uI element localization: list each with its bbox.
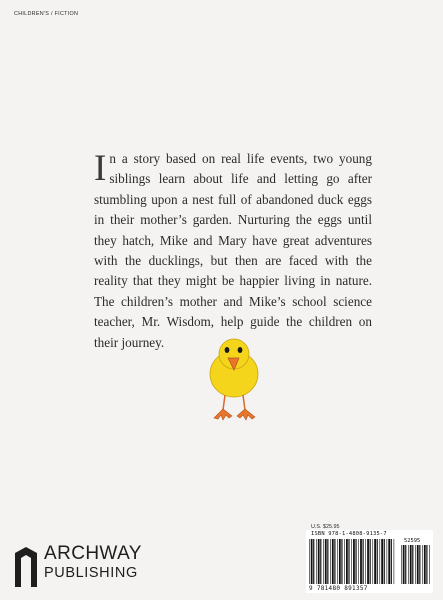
publisher-name-line2: PUBLISHING: [44, 565, 138, 581]
category-label: CHILDREN'S / FICTION: [14, 11, 79, 17]
barcode-bar: [316, 539, 317, 584]
ean-number: 9 781480 891357: [309, 585, 368, 592]
barcode-bar: [311, 539, 313, 584]
barcode-bar: [374, 539, 376, 584]
duckling-foot-left: [214, 409, 232, 420]
barcode-bar: [429, 545, 430, 584]
barcode-bar: [348, 539, 349, 584]
barcode-bar: [367, 539, 369, 584]
barcode-bar: [410, 545, 412, 584]
drop-cap: I: [94, 148, 107, 189]
barcode-bar: [346, 539, 348, 584]
publisher-name: [44, 543, 142, 582]
blurb-text: n a story based on real life events, two young siblings learn about life and letting go after stumbling upon a nest full of abandoned duck eggs in their mother’s garden. Nurturing the eggs until they hatch, Mike and Mary have great adventures with the ducklings, but then are faced with the reality that they might be happier living in nature. The children’s mother and Mike’s school science teacher, Mr. Wisdom, help guide the children on their journey.: [94, 151, 372, 350]
barcode-bar: [358, 539, 359, 584]
barcode-bar: [318, 539, 320, 584]
barcode-bar: [394, 539, 395, 584]
barcode-bar: [419, 545, 420, 584]
duckling-leg-left: [223, 395, 225, 410]
barcode-bar: [372, 539, 373, 584]
barcode-bar: [327, 539, 328, 584]
duckling-eye-left: [225, 347, 230, 353]
barcode-bar: [323, 539, 324, 584]
barcode-bar: [417, 545, 419, 584]
isbn-label: ISBN 978-1-4808-9135-7: [311, 531, 387, 537]
barcode-bar: [351, 539, 352, 584]
barcode-bar: [405, 545, 406, 584]
barcode-bar: [363, 539, 364, 584]
barcode-bar: [401, 545, 402, 584]
barcode-bar: [387, 539, 388, 584]
barcode-bar: [365, 539, 366, 584]
duckling-foot-right: [237, 409, 255, 420]
barcode-addon-text: 52595: [404, 538, 421, 544]
barcode-bar: [353, 539, 355, 584]
duckling-illustration: [206, 337, 262, 423]
barcode-bar: [309, 539, 310, 584]
barcode-bar: [412, 545, 413, 584]
book-blurb: [94, 149, 372, 353]
barcode-bar: [380, 539, 381, 584]
barcode-bar: [337, 539, 338, 584]
barcode-bar: [388, 539, 390, 584]
barcode-bar: [344, 539, 345, 584]
barcode-bar: [415, 545, 416, 584]
barcode-bar: [320, 539, 321, 584]
duckling-leg-right: [243, 395, 245, 410]
barcode-bar: [381, 539, 383, 584]
barcode-bar: [370, 539, 371, 584]
archway-logo-icon: [15, 543, 37, 587]
barcode-bar: [360, 539, 362, 584]
barcode-bar: [426, 545, 427, 584]
barcode-bar: [408, 545, 409, 584]
duckling-eye-right: [238, 347, 243, 353]
barcode-bar: [422, 545, 423, 584]
barcode-bar: [334, 539, 335, 584]
addon-barcode-bars: [401, 545, 430, 584]
barcode-bar: [377, 539, 378, 584]
ean-barcode-bars: [309, 539, 397, 584]
barcode-bar: [403, 545, 405, 584]
barcode-bar: [424, 545, 426, 584]
barcode-bar: [341, 539, 342, 584]
barcode-bar: [325, 539, 327, 584]
barcode-bar: [339, 539, 341, 584]
barcode-bar: [313, 539, 314, 584]
barcode-bar: [332, 539, 334, 584]
publisher-logo: [15, 543, 142, 589]
barcode-bar: [391, 539, 392, 584]
barcode-bar: [384, 539, 385, 584]
barcode: [306, 530, 433, 593]
price-label: U.S. $25.95: [311, 524, 340, 530]
barcode-bar: [330, 539, 331, 584]
barcode-bar: [355, 539, 356, 584]
publisher-name-line1: ARCHWAY: [44, 543, 142, 564]
